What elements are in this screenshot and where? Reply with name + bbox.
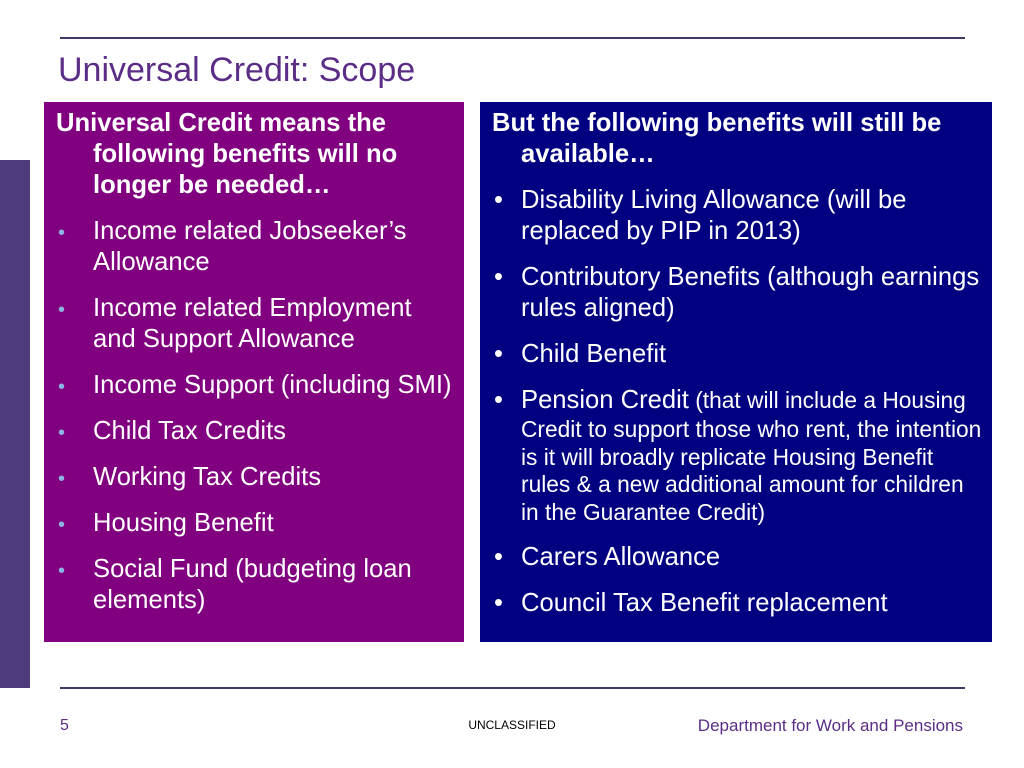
retained-benefit-item [492, 339, 985, 370]
retained-benefit-label: Contributory Benefits (although earnings rules aligned) [521, 263, 980, 322]
replaced-benefits-panel [44, 102, 464, 642]
replaced-benefit-label: Housing Benefit [93, 509, 274, 537]
retained-benefit-item [492, 542, 985, 573]
retained-benefit-note: (that will include a Housing Credit to support those who rent, the intention is it will broadly replicate Housing Benefit rules & a new additional amount for children in the Guarantee Credit) [521, 387, 982, 526]
retained-benefit-item [492, 385, 985, 527]
retained-benefit-item [492, 588, 985, 619]
bullet-icon: • [58, 514, 66, 536]
retained-benefits-list [492, 185, 985, 619]
replaced-benefit-label: Social Fund (budgeting loan elements) [93, 555, 412, 614]
retained-benefit-label: Child Benefit [521, 340, 667, 368]
replaced-benefit-item [56, 554, 455, 616]
retained-benefit-item [492, 185, 985, 247]
bullet-icon: • [494, 340, 503, 368]
retained-benefits-panel [480, 102, 992, 642]
replaced-benefits-list [56, 216, 455, 616]
retained-benefits-heading: But the following benefits will still be available… [492, 109, 942, 168]
bullet-icon: • [58, 222, 66, 244]
slide-title: Universal Credit: Scope [58, 51, 416, 89]
replaced-benefit-label: Income related Jobseeker’s Allowance [93, 217, 407, 276]
bullet-icon: • [494, 186, 503, 214]
organization-name: Department for Work and Pensions [697, 716, 963, 735]
bullet-icon: • [58, 560, 66, 582]
replaced-benefit-item [56, 216, 455, 278]
bullet-icon: • [494, 588, 503, 617]
replaced-benefit-label: Income related Employment and Support Allowance [93, 294, 412, 353]
retained-benefit-label: Pension Credit [521, 386, 689, 414]
replaced-benefit-item [56, 416, 455, 447]
bullet-icon: • [494, 542, 503, 571]
replaced-benefits-heading: Universal Credit means the following benefits will no longer be needed… [56, 109, 398, 199]
retained-benefit-item [492, 262, 985, 324]
replaced-benefit-item [56, 508, 455, 539]
page-number: 5 [60, 717, 69, 734]
replaced-benefit-label: Child Tax Credits [93, 417, 286, 445]
replaced-benefit-item [56, 370, 455, 401]
bullet-icon: • [58, 376, 66, 398]
retained-benefit-label: Carers Allowance [521, 542, 721, 571]
side-accent-bar [0, 160, 30, 688]
bullet-icon: • [58, 299, 66, 321]
bullet-icon: • [494, 386, 503, 414]
bullet-icon: • [494, 263, 503, 291]
bullet-icon: • [58, 422, 66, 444]
classification-label: UNCLASSIFIED [468, 718, 556, 732]
replaced-benefit-label: Income Support (including SMI) [93, 371, 452, 399]
replaced-benefit-label: Working Tax Credits [93, 463, 322, 491]
retained-benefit-label: Disability Living Allowance (will be replaced by PIP in 2013) [521, 186, 907, 245]
footer-divider [60, 687, 965, 689]
replaced-benefit-item [56, 462, 455, 493]
retained-benefit-label: Council Tax Benefit replacement [521, 588, 888, 617]
header-divider [60, 37, 965, 39]
replaced-benefit-item [56, 293, 455, 355]
bullet-icon: • [58, 468, 66, 490]
